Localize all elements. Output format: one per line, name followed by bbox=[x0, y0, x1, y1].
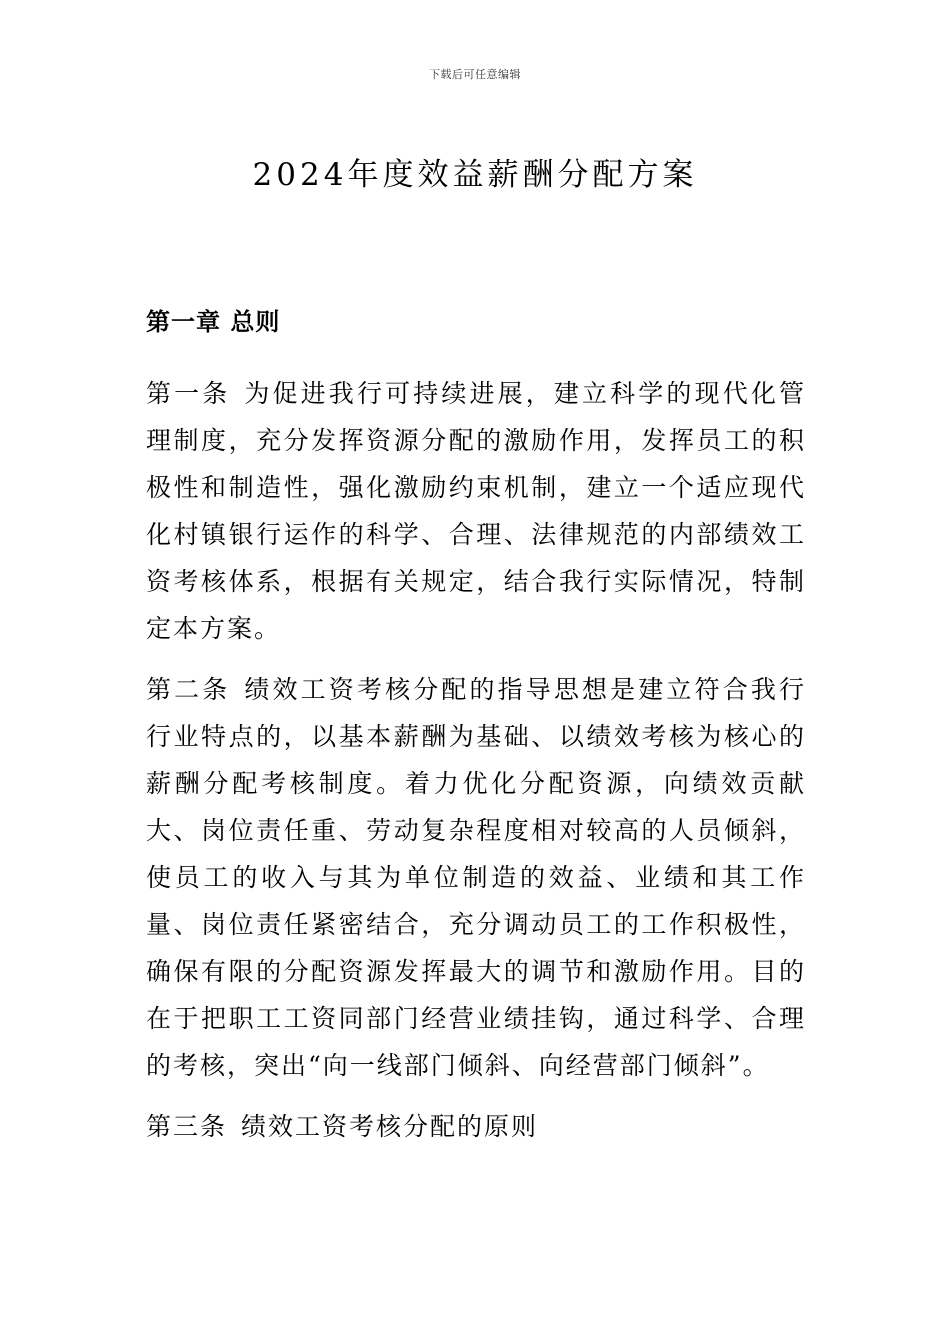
article-1 bbox=[146, 370, 806, 652]
chapter-heading: 第一章 总则 bbox=[146, 308, 281, 336]
article-3 bbox=[146, 1103, 806, 1150]
page-header-note: 下载后可任意编辑 bbox=[429, 68, 521, 81]
article-text: 为促进我行可持续进展，建立科学的现代化管理制度，充分发挥资源分配的激励作用，发挥员工的积极性和制造性，强化激励约束机制，建立一个适应现代化村镇银行运作的科学、合理、法律规范的内部绩效工资考核体系，根据有关规定，结合我行实际情况，特制定本方案。 bbox=[146, 379, 806, 643]
document-title: 2024年度效益薪酬分配方案 bbox=[252, 156, 698, 193]
document-body bbox=[146, 302, 806, 1164]
article-text: 绩效工资考核分配的原则 bbox=[241, 1112, 539, 1141]
article-number: 第三条 bbox=[146, 1112, 228, 1141]
article-2 bbox=[146, 666, 806, 1089]
article-text: 绩效工资考核分配的指导思想是建立符合我行行业特点的，以基本薪酬为基础、以绩效考核为核心的薪酬分配考核制度。着力优化分配资源，向绩效贡献大、岗位责任重、劳动复杂程度相对较高的人员倾斜，使员工的收入与其为单位制造的效益、业绩和其工作量、岗位责任紧密结合，充分调动员工的工作积极性，确保有限的分配资源发挥最大的调节和激励作用。目的在于把职工工资同部门经营业绩挂钩，通过科学、合理的考核，突出“向一线部门倾斜、向经营部门倾斜”。 bbox=[146, 675, 806, 1080]
article-number: 第二条 bbox=[146, 675, 231, 704]
article-number: 第一条 bbox=[146, 379, 231, 408]
